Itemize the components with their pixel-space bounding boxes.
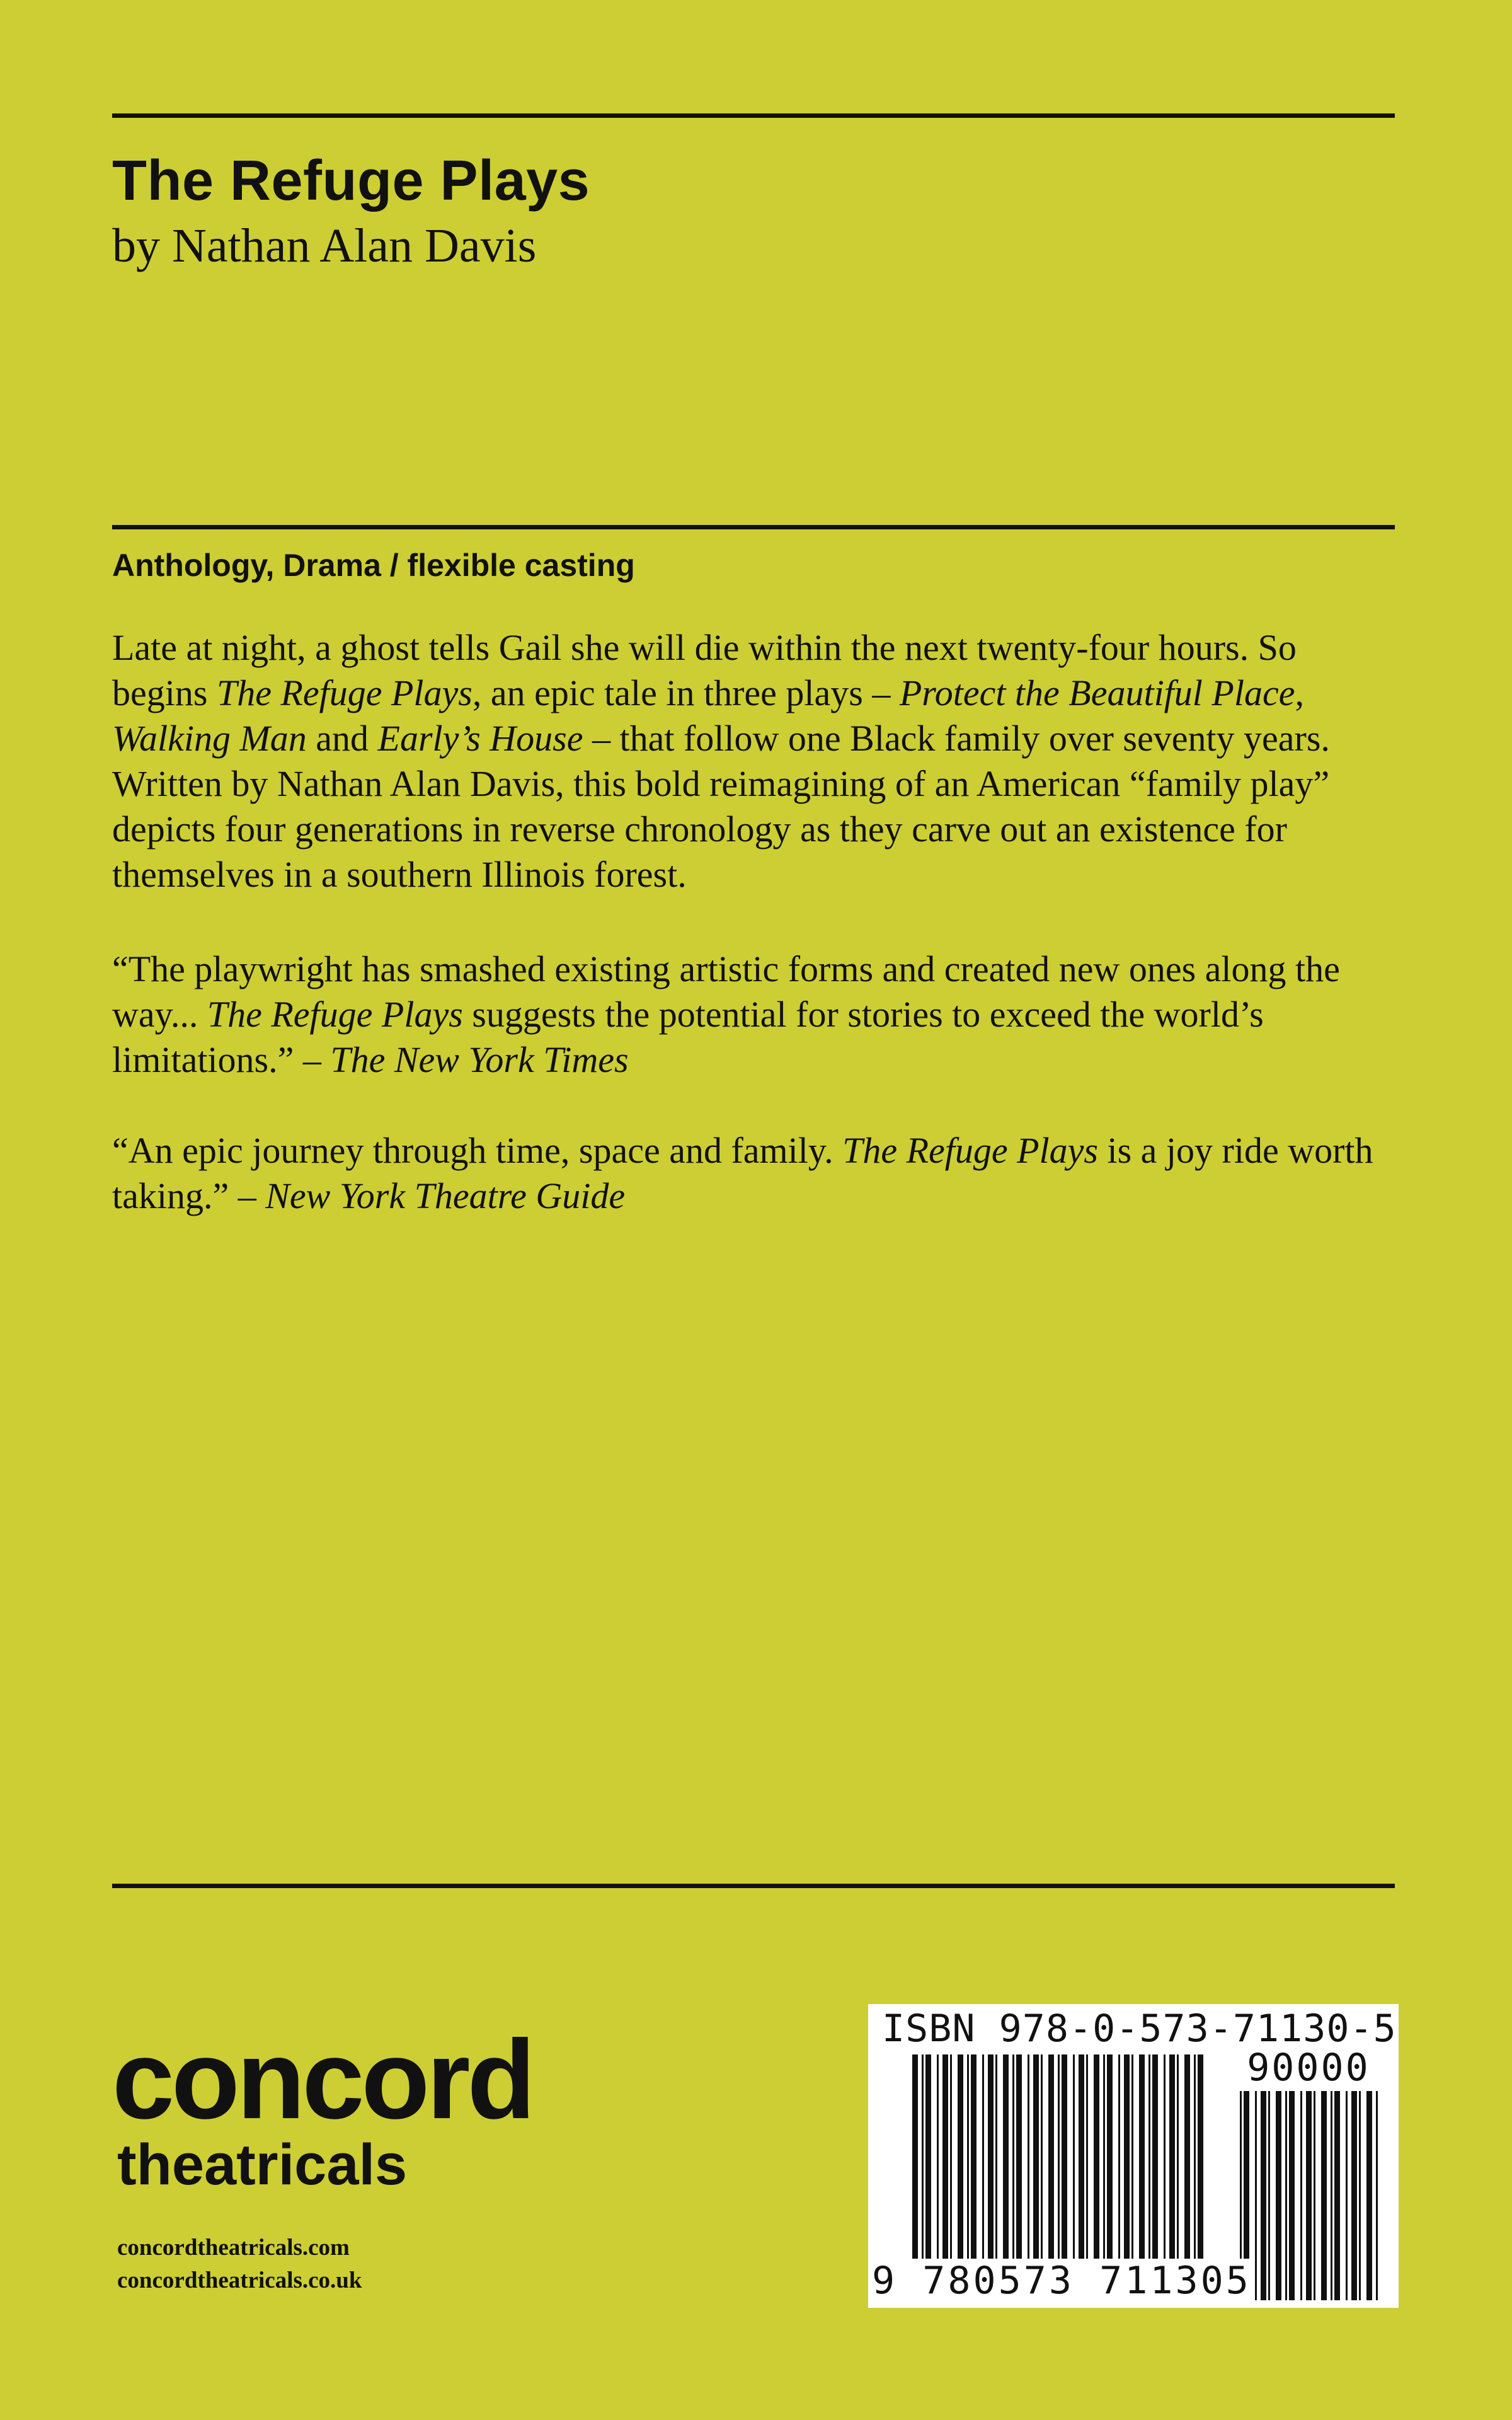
publisher-logo-sub: theatricals bbox=[117, 2133, 408, 2197]
description-text: , bbox=[1295, 672, 1304, 713]
quote-source: The New York Times bbox=[330, 1039, 629, 1080]
middle-rule bbox=[112, 525, 1395, 529]
play-title: The Refuge Plays bbox=[216, 672, 472, 713]
description-text: Late at night, a ghost tells Gail she will die within the next twenty-four hours. bbox=[112, 627, 1249, 668]
website-uk: concordtheatricals.co.uk bbox=[117, 2267, 362, 2293]
barcode-bar bbox=[1255, 2091, 1257, 2300]
barcode-bar bbox=[1366, 2091, 1372, 2300]
barcode-bar bbox=[1261, 2091, 1266, 2300]
barcode-bar bbox=[1376, 2091, 1378, 2300]
barcode-bar bbox=[1276, 2091, 1281, 2300]
publisher-logo-main: concord bbox=[112, 2017, 533, 2142]
book-author: by Nathan Alan Davis bbox=[112, 219, 537, 272]
quote-text: “The playwright has smashed existing artistic forms and created new ones along the way... bbox=[112, 948, 1340, 1035]
play-title: Protect the Beautiful Place bbox=[899, 672, 1295, 713]
barcode-panel bbox=[868, 2004, 1399, 2308]
bottom-rule bbox=[112, 1884, 1395, 1888]
website-us: concordtheatricals.com bbox=[117, 2235, 350, 2261]
genre-label: Anthology, Drama / flexible casting bbox=[112, 548, 635, 583]
description-text: – that follow one Black family over seventy years. Written by Nathan Alan Davis, this bold reimagining of an American “family play” depicts four generations in reverse chronology as they carve out an existence for themselves in a southern Illinois forest. bbox=[112, 718, 1330, 895]
description-text: , an epic tale in three plays – bbox=[472, 672, 900, 713]
barcode-addon-number: 90000 bbox=[1247, 2046, 1370, 2090]
review-quote-nytg bbox=[112, 1128, 1397, 1219]
description-paragraph bbox=[112, 625, 1397, 897]
isbn-number: ISBN 978-0-573-71130-5 bbox=[882, 2007, 1397, 2051]
barcode-bar bbox=[1300, 2091, 1302, 2300]
barcode-bar bbox=[1321, 2091, 1327, 2300]
barcode-bar bbox=[1285, 2091, 1287, 2300]
barcode-bar bbox=[1346, 2091, 1348, 2300]
play-title: Early’s House bbox=[377, 718, 583, 759]
description-text: So begins bbox=[112, 627, 1297, 713]
barcode-bar bbox=[1268, 2091, 1270, 2300]
review-quote-nyt bbox=[112, 947, 1397, 1083]
quote-title: The Refuge Plays bbox=[842, 1130, 1098, 1171]
quote-text: suggests the potential for stories to exceed the world’s limitations.” – bbox=[112, 994, 1264, 1080]
description-text: and bbox=[306, 718, 378, 759]
quote-title: The Refuge Plays bbox=[207, 994, 463, 1035]
barcode-bar bbox=[1331, 2091, 1332, 2300]
barcode-bar bbox=[1351, 2091, 1357, 2300]
quote-source: New York Theatre Guide bbox=[265, 1175, 626, 1216]
quote-text: “An epic journey through time, space and family. bbox=[112, 1130, 843, 1171]
quote-text: is a joy ride worth taking.” – bbox=[112, 1130, 1373, 1216]
barcode-bar bbox=[1314, 2091, 1315, 2300]
play-title: Walking Man bbox=[112, 718, 307, 759]
ean-digits: 9 780573 711305 bbox=[872, 2259, 1254, 2303]
top-rule bbox=[112, 113, 1395, 118]
book-title: The Refuge Plays bbox=[112, 149, 590, 212]
barcode-bar bbox=[1334, 2091, 1340, 2300]
barcode-bar bbox=[1306, 2091, 1312, 2300]
barcode-bar bbox=[1359, 2091, 1361, 2300]
barcode-bar bbox=[1289, 2091, 1295, 2300]
